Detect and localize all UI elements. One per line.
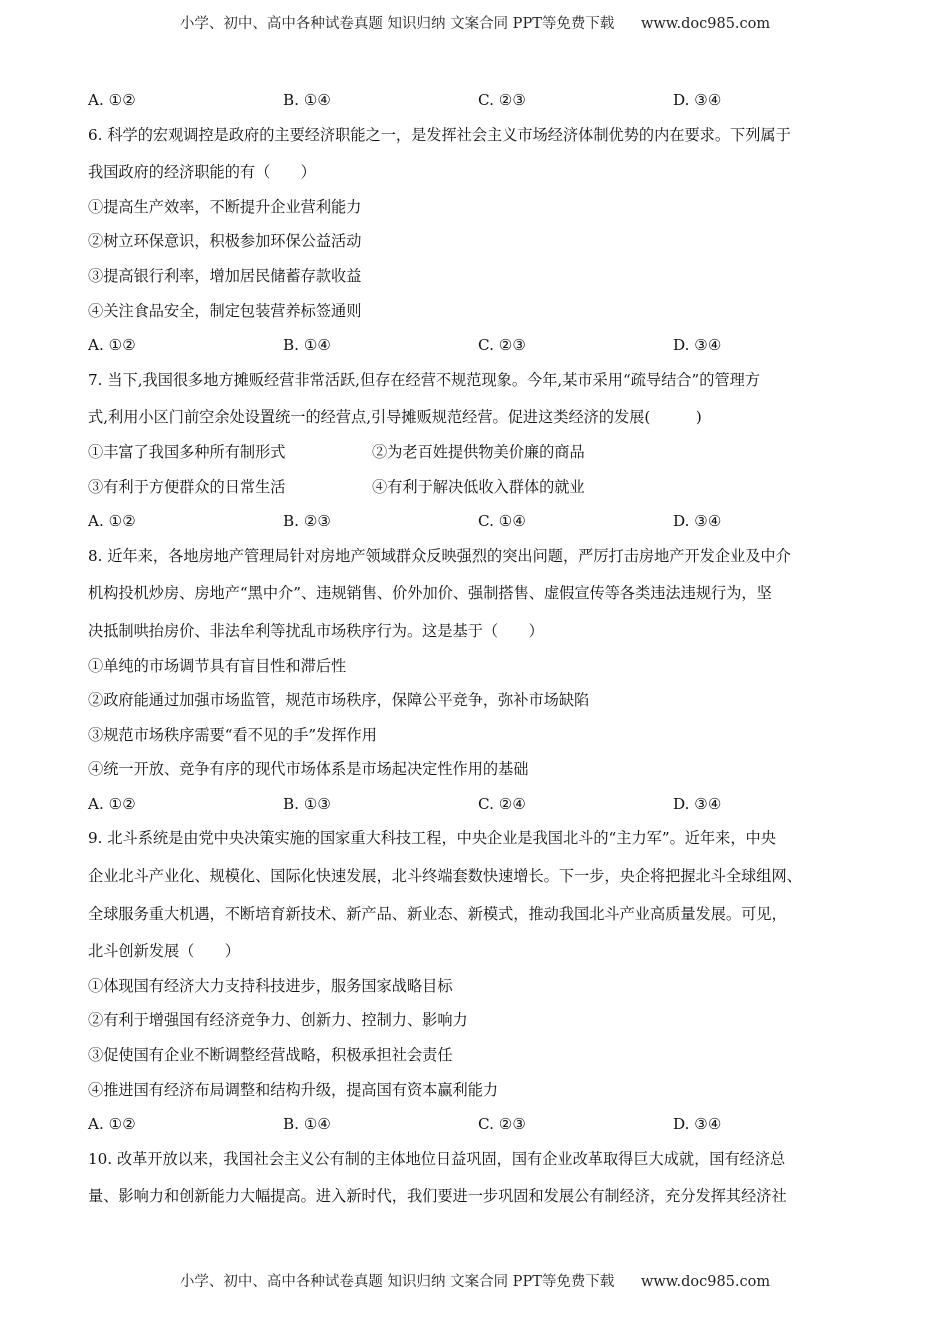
option-b: B. ①④	[283, 336, 332, 355]
option-c: C. ②③	[478, 1115, 526, 1134]
q9-item: ②有利于增强国有经济竞争力、创新力、控制力、影响力	[88, 1011, 468, 1030]
q5-options	[88, 86, 878, 121]
option-d: D. ③④	[673, 336, 722, 355]
footer-site[interactable]: www.doc985.com	[640, 1274, 771, 1290]
exam-content	[88, 86, 878, 1217]
q7-items-row	[88, 438, 878, 473]
option-b: B. ①③	[283, 794, 332, 813]
option-c: C. ②③	[478, 336, 526, 355]
q6-item: ①提高生产效率，不断提升企业营利能力	[88, 197, 362, 216]
q7-item: ④有利于解决低收入群体的就业	[372, 477, 585, 496]
footer-text: 小学、初中、高中各种试卷真题 知识归纳 文案合同 PPT等免费下载	[179, 1274, 615, 1290]
q7-stem-line: 式,利用小区门前空余处设置统一的经营点,引导摊贩规范经营。促进这类经济的发展( )	[88, 408, 702, 427]
option-d: D. ③④	[673, 512, 722, 531]
q8-item: ③规范市场秩序需要“看不见的手”发挥作用	[88, 725, 377, 744]
q6-item: ④关注食品安全，制定包装营养标签通则	[88, 301, 362, 320]
option-b: B. ①④	[283, 91, 332, 109]
option-d: D. ③④	[673, 794, 722, 813]
q7-item: ②为老百姓提供物美价廉的商品	[372, 442, 585, 461]
option-c: C. ②④	[478, 794, 526, 813]
q6-options	[88, 331, 878, 366]
q9-item: ③促使国有企业不断调整经营战略，积极承担社会责任	[88, 1046, 453, 1065]
option-b: B. ②③	[283, 512, 332, 531]
q8-options	[88, 790, 878, 825]
q9-stem-line: 全球服务重大机遇，不断培育新技术、新产品、新业态、新模式，推动我国北斗产业高质量发展。可见，	[88, 904, 787, 923]
q9-item: ④推进国有经济布局调整和结构升级，提高国有资本赢利能力	[88, 1080, 499, 1099]
option-c: C. ①④	[478, 512, 526, 531]
header-text: 小学、初中、高中各种试卷真题 知识归纳 文案合同 PPT等免费下载	[179, 16, 615, 32]
option-a: A. ①②	[88, 512, 136, 531]
q9-stem-line: 北斗创新发展（ ）	[88, 942, 240, 961]
q6-item: ③提高银行利率，增加居民储蓄存款收益	[88, 266, 362, 285]
q9-item: ①体现国有经济大力支持科技进步，服务国家战略目标	[88, 976, 453, 995]
option-b: B. ①④	[283, 1115, 332, 1134]
q8-item: ①单纯的市场调节具有盲目性和滞后性	[88, 656, 347, 675]
q7-options	[88, 507, 878, 542]
q9-stem-line: 企业北斗产业化、规模化、国际化快速发展，北斗终端套数快速增长。下一步，央企将把握北斗全球组网、	[88, 867, 802, 886]
q6-stem-line: 我国政府的经济职能的有（ ）	[88, 163, 316, 182]
q7-item: ①丰富了我国多种所有制形式	[88, 442, 286, 461]
q7-stem-line: 7. 当下,我国很多地方摊贩经营非常活跃,但存在经营不规范现象。今年,某市采用“疏导结合”的管理方	[88, 370, 761, 389]
q8-item: ④统一开放、竞争有序的现代市场体系是市场起决定性作用的基础	[88, 760, 529, 779]
q10-stem-line: 10. 改革开放以来，我国社会主义公有制的主体地位日益巩固，国有企业改革取得巨大成就，国有经济总	[88, 1149, 786, 1168]
q8-item: ②政府能通过加强市场监管，规范市场秩序，保障公平竞争，弥补市场缺陷	[88, 691, 590, 710]
option-c: C. ②③	[478, 91, 526, 109]
option-a: A. ①②	[88, 91, 136, 109]
page-footer	[0, 1270, 950, 1291]
option-d: D. ③④	[673, 1115, 722, 1134]
option-a: A. ①②	[88, 336, 136, 355]
page-header	[0, 12, 950, 33]
q6-stem-line: 6. 科学的宏观调控是政府的主要经济职能之一，是发挥社会主义市场经济体制优势的内在要求。下列属于	[88, 125, 791, 144]
q8-stem-line: 机构投机炒房、房地产“黑中介”、违规销售、价外加价、强制搭售、虚假宣传等各类违法违规行为，坚	[88, 584, 772, 603]
q7-item: ③有利于方便群众的日常生活	[88, 477, 286, 496]
q8-stem-line: 8. 近年来，各地房地产管理局针对房地产领域群众反映强烈的突出问题，严厉打击房地产开发企业及中介	[88, 546, 791, 565]
q10-stem-line: 量、影响力和创新能力大幅提高。进入新时代，我们要进一步巩固和发展公有制经济，充分发挥其经济社	[88, 1187, 787, 1206]
q9-options	[88, 1110, 878, 1145]
header-site[interactable]: www.doc985.com	[640, 16, 771, 32]
option-d: D. ③④	[673, 91, 722, 109]
option-a: A. ①②	[88, 794, 136, 813]
q7-items-row	[88, 473, 878, 508]
q6-item: ②树立环保意识，积极参加环保公益活动	[88, 232, 362, 251]
q9-stem-line: 9. 北斗系统是由党中央决策实施的国家重大科技工程，中央企业是我国北斗的“主力军”。近年来，中央	[88, 829, 776, 848]
option-a: A. ①②	[88, 1115, 136, 1134]
q8-stem-line: 决抵制哄抬房价、非法牟利等扰乱市场秩序行为。这是基于（ ）	[88, 621, 544, 640]
